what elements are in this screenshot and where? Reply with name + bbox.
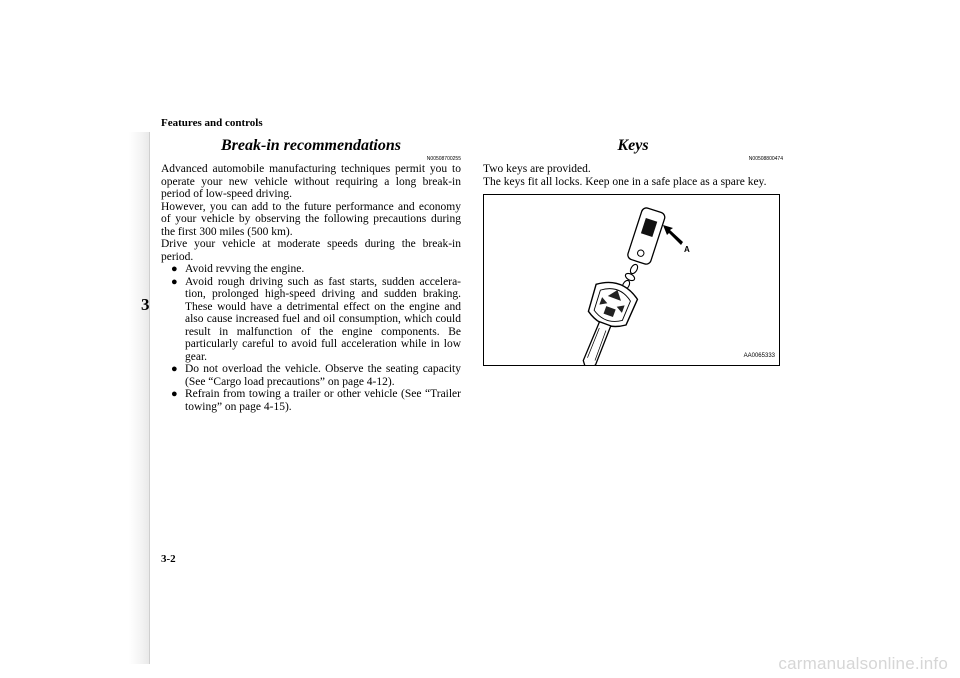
bullet-dot-icon: ● <box>171 363 178 375</box>
bullet-item <box>161 388 461 413</box>
keys-code: N00508800474 <box>748 156 783 162</box>
page-number: 3-2 <box>161 553 176 565</box>
break-in-title: Break-in recommendations <box>220 137 401 154</box>
bullet-item <box>161 276 461 364</box>
break-in-code: N00508700255 <box>426 156 461 162</box>
break-in-paragraph: Drive your vehicle at moderate speeds during the break-in period. <box>161 238 461 263</box>
break-in-paragraph: However, you can add to the future performance and economy of your vehicle by observing the following precautions during the first 300 miles (500 km). <box>161 200 461 238</box>
keys-paragraph: The keys fit all locks. Keep one in a safe place as a spare key. <box>483 175 767 188</box>
bullet-dot-icon: ● <box>171 388 178 400</box>
bullet-dot-icon: ● <box>171 263 178 275</box>
figure-callout-label: A <box>684 245 690 254</box>
break-in-section <box>161 136 461 413</box>
chapter-tab <box>129 132 150 664</box>
bullet-dot-icon: ● <box>171 275 178 288</box>
key-illustration-icon <box>484 195 779 365</box>
figure-code: AA0065333 <box>743 352 775 359</box>
keys-title: Keys <box>617 137 649 154</box>
keys-section <box>483 136 783 366</box>
bullet-item <box>161 363 461 388</box>
keys-paragraph: Two keys are provided. <box>483 163 591 175</box>
bullet-text: Avoid revving the engine. <box>185 263 305 275</box>
key-figure <box>483 194 780 366</box>
bullet-text: Refrain from towing a trailer or other vehicle (See “Trailer towing” on page 4-15). <box>185 388 461 413</box>
break-in-bullet-list <box>161 263 461 413</box>
section-header: Features and controls <box>161 117 263 129</box>
bullet-text: Avoid rough driving such as fast starts, sudden accelera-tion, prolonged high-speed driving and sudden braking. These would have a detrimental effect on the engine and also cause increased fuel and oil consumption, which could result in malfunction of the engine components. Be particularly careful to avoid full acceleration while in low gear. <box>185 275 461 363</box>
break-in-paragraph: Advanced automobile manufacturing techniques permit you to operate your new vehicle without requiring a long break-in period of low-speed driving. <box>161 163 461 200</box>
chapter-number: 3 <box>141 295 150 314</box>
bullet-item <box>161 263 461 276</box>
watermark: carmanualsonline.info <box>778 654 948 673</box>
bullet-text: Do not overload the vehicle. Observe the seating capacity (See “Cargo load precautions” on page 4-12). <box>185 363 461 388</box>
